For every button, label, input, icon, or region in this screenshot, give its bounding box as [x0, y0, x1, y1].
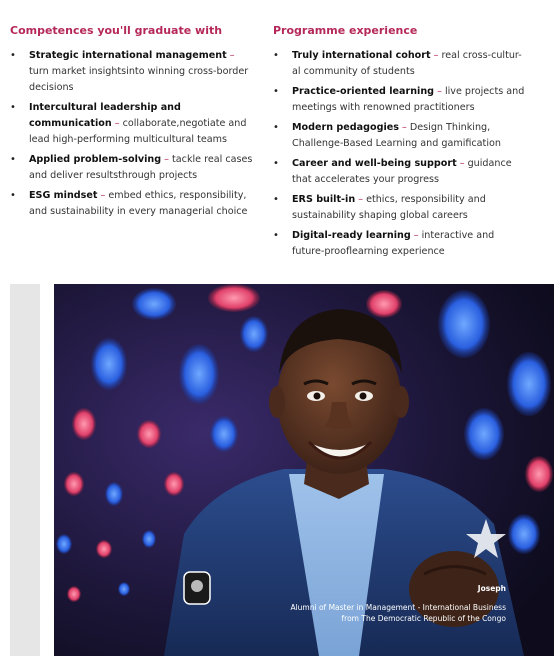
item-heading: Practice-oriented learning: [292, 86, 435, 97]
list-item: [10, 48, 255, 96]
item-separator: –: [97, 190, 109, 201]
programme-section: [273, 24, 528, 264]
list-item: [273, 228, 528, 260]
item-separator: –: [355, 194, 367, 205]
item-separator: –: [434, 86, 445, 97]
competences-title: Competences you'll graduate with: [10, 24, 223, 37]
item-text: embed ethics, responsibility, and sustainability in every managerial choice: [29, 190, 248, 217]
bullet-icon: •: [273, 50, 279, 61]
bullet-icon: •: [10, 190, 16, 201]
item-separator: –: [430, 50, 442, 61]
item-heading: Applied problem-solving: [29, 154, 162, 165]
item-separator: –: [456, 158, 468, 169]
bullet-icon: •: [273, 230, 279, 241]
alumni-name: Joseph: [477, 584, 506, 593]
bullet-icon: •: [10, 102, 16, 113]
bullet-icon: •: [10, 50, 16, 61]
list-item: [273, 192, 528, 224]
item-heading: Intercultural leadership and communication: [29, 102, 181, 129]
programme-title: Programme experience: [273, 24, 418, 37]
bullet-icon: •: [273, 194, 279, 205]
competences-section: [10, 24, 255, 224]
item-text: guidance that accelerates your progress: [292, 158, 512, 185]
item-heading: Truly international cohort: [292, 50, 431, 61]
bullet-icon: •: [273, 122, 279, 133]
item-heading: Digital-ready learning: [292, 230, 411, 241]
item-heading: ERS built-in: [292, 194, 356, 205]
list-item: [273, 156, 528, 188]
bullet-icon: •: [273, 158, 279, 169]
list-item: [273, 48, 528, 80]
item-text: turn market insightsinto winning cross-border decisions: [29, 66, 249, 93]
item-heading: ESG mindset: [29, 190, 98, 201]
item-heading: Modern pedagogies: [292, 122, 399, 133]
list-item: [10, 188, 255, 220]
item-separator: –: [111, 118, 123, 129]
item-separator: –: [226, 50, 235, 61]
bullet-icon: •: [273, 86, 279, 97]
item-text: real cross-cultur-al community of students: [292, 50, 522, 77]
programme-list: [273, 48, 528, 260]
item-text: interactive and future-prooflearning experience: [292, 230, 495, 257]
competences-list: [10, 48, 255, 220]
item-text: Design Thinking, Challenge-Based Learning and gamification: [292, 122, 501, 149]
list-item: [273, 84, 528, 116]
decorative-band: [10, 284, 40, 656]
item-text: ethics, responsibility and sustainability shaping global careers: [292, 194, 486, 221]
item-separator: –: [398, 122, 410, 133]
list-item: [10, 100, 255, 148]
list-item: [273, 120, 528, 152]
alumni-photo: [54, 284, 554, 656]
list-item: [10, 152, 255, 184]
item-separator: –: [161, 154, 173, 165]
alumni-detail: Alumni of Master in Management - International Business from The Democratic Republic of the Congo: [290, 603, 506, 623]
portrait-illustration: [54, 284, 554, 656]
item-text: live projects and meetings with renowned practitioners: [292, 86, 525, 113]
bullet-icon: •: [10, 154, 16, 165]
item-heading: Strategic international management: [29, 50, 227, 61]
item-heading: Career and well-being support: [292, 158, 457, 169]
item-separator: –: [410, 230, 422, 241]
item-text: tackle real cases and deliver resultsthrough projects: [29, 154, 253, 181]
item-text: collaborate,negotiate and lead high-performing multicultural teams: [29, 118, 247, 145]
